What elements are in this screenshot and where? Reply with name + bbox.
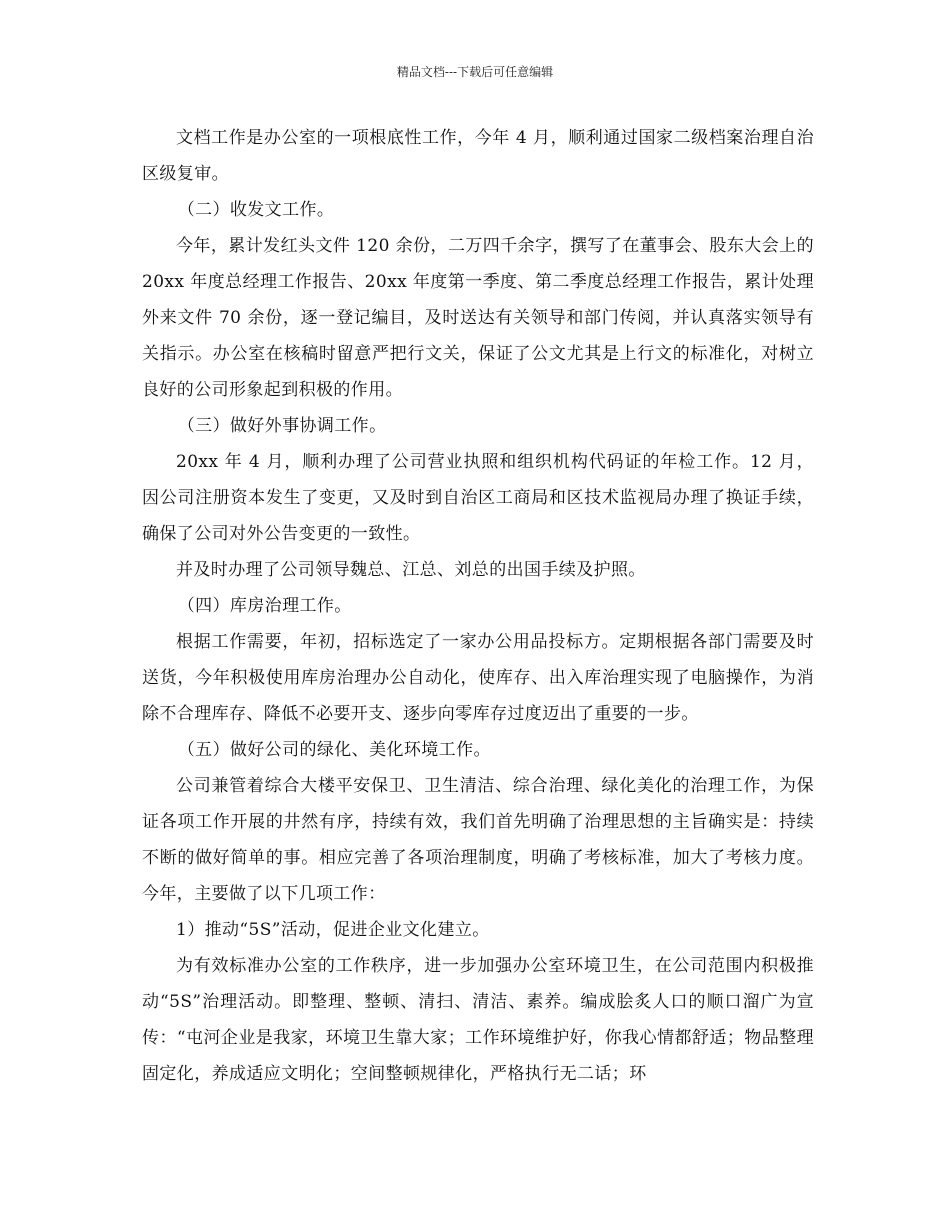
page-header: 精品文档---下载后可任意编辑 [396,65,554,79]
heading-greening: （五）做好公司的绿化、美化环境工作。 [177,740,491,760]
paragraph-warehouse: 根据工作需要，年初，招标选定了一家办公用品投标方。定期根据各部门需要及时送货，今年积极使用库房治理办公自动化，使库存、出入库治理实现了电脑操作，为消除不合理库存、降低不必要开支、逐步向零库存过度迈出了重要的一步。 [142,632,814,724]
heading-warehouse: （四）库房治理工作。 [177,596,352,616]
paragraph-greening: 公司兼管着综合大楼平安保卫、卫生清洁、综合治理、绿化美化的治理工作，为保证各项工作开展的井然有序，持续有效，我们首先明确了治理思想的主旨确实是：持续不断的做好简单的事。相应完善了各项治理制度，明确了考核标准，加大了考核力度。今年，主要做了以下几项工作： [142,776,814,904]
document-body [142,120,814,1092]
heading-document-handling: （二）收发文工作。 [177,200,335,220]
paragraph-document-handling: 今年，累计发红头文件 120 余份，二万四千余字，撰写了在董事会、股东大会上的 20xx 年度总经理工作报告、20xx 年度第一季度、第二季度总经理工作报告，累计处理外来文件 70 余份，逐一登记编目，及时送达有关领导和部门传阅，并认真落实领导有关指示。办公室在核稿时留意严把行文关，保证了公文尤其是上行文的标准化，对树立良好的公司形象起到积极的作用。 [142,236,814,400]
paragraph-external-affairs: 20xx 年 4 月，顺利办理了公司营业执照和组织机构代码证的年检工作。12 月，因公司注册资本发生了变更，又及时到自治区工商局和区技术监视局办理了换证手续，确保了公司对外公告变更的一致性。 [142,452,814,544]
heading-external-affairs: （三）做好外事协调工作。 [177,416,387,436]
paragraph-5s-activity: 为有效标准办公室的工作秩序，进一步加强办公室环境卫生，在公司范围内积极推动“5S”治理活动。即整理、整顿、清扫、清洁、素养。编成脍炙人口的顺口溜广为宣传：“屯河企业是我家，环境卫生靠大家；工作环境维护好，你我心情都舒适；物品整理固定化，养成适应文明化；空间整顿规律化，严格执行无二话；环 [142,956,814,1084]
paragraph-archive-work: 文档工作是办公室的一项根底性工作，今年 4 月，顺利通过国家二级档案治理自治区级复审。 [142,128,814,184]
paragraph-passports: 并及时办理了公司领导魏总、江总、刘总的出国手续及护照。 [176,560,646,580]
heading-5s-activity: 1）推动“5S”活动，促进企业文化建立。 [176,920,490,940]
